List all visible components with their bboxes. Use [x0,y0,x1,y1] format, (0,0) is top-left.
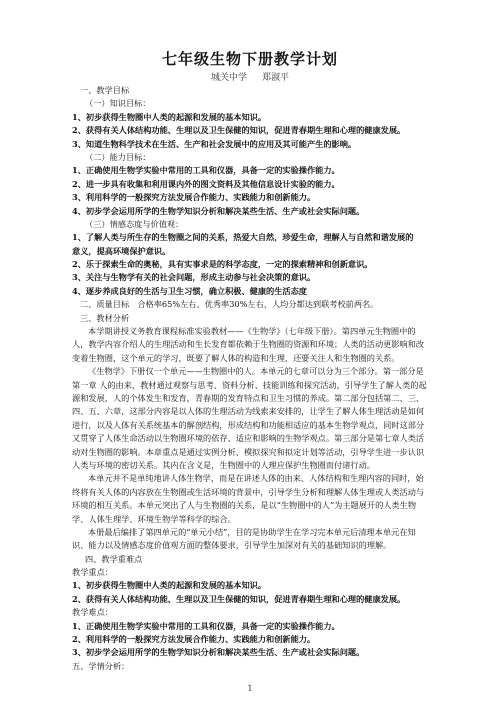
text-line: 2、利用科学的一般探究方法发展合作能力、实践能力和创新能力。 [72,634,316,645]
text-line: 又贯穿了人体生命活动以生物圈环境的依存、适应和影响的生物学观点。第三部分是第七章人类活 [72,433,425,444]
text-line: 1、初步获得生物圈中人类的起源和发展的基本知识。 [72,111,267,122]
section-heading: 五、学情分析： [72,660,130,671]
text-line: 2、获得有关人体结构功能、生理以及卫生保健的知识，促进青春期生理和心理的健康发展。 [72,125,406,136]
section-heading: 二、质量目标 合格率65%左右、优秀率30%左右、人均分都达到联考校前两名。 [80,299,379,310]
teacher-name: 郑淑平 [261,73,289,83]
school-name: 城关中学 [211,73,248,83]
subsection-heading: （二）能力目标： [85,151,151,162]
text-line: 1、正确使用生物学实验中常用的工具和仪器，具备一定的实验操作能力。 [72,165,340,176]
subsection-heading: （一）知识目标： [85,98,151,109]
text-line: 识、能力以及情感态度价值观方面的整体要求，引导学生加深对有关的基础知识的理解。 [72,540,392,551]
author-line [0,70,500,83]
text-line: 本单元并不是单纯地讲人体生物学，而是在讲述人体的由来、人体结构和生理内容的同时，始 [88,473,424,484]
text-line: 3、利用科学的一般探究方法发展合作能力、实践能力和创新能力。 [72,192,316,203]
page-number: 1 [247,684,253,693]
text-line: 学、人体生理学、环境生物学等科学的综合。 [72,513,236,524]
text-line: 终将有关人体的内容放在生物圈或生活环境的背景中，引导学生分析和理解人体生理或人类活动与 [72,486,425,497]
text-line: 教学难点： [72,607,113,618]
text-line: 4、逐步养成良好的生活与卫生习惯，确立积极、健康的生活态度 [72,285,307,296]
text-line: 3、知道生物科学技术在生活、生产和社会发展中的应用及其可能产生的影响。 [72,138,357,149]
text-line: 2、进一步具有收集和利用课内外的图文资料及其他信息设计实验的能力。 [72,178,340,189]
text-line: 本学期讲授义务教育课程标准实验教材——《生物学》（七年级下册）。第四单元生物圈中的 [88,326,416,337]
text-line: 人，教学内容介绍人的生理活动和生长发育都依赖于生物圈的资源和环境；人类的活动更影响和改 [72,339,425,350]
text-line: 环境的相互关系。本单元突出了人与生物圈的关系，是以“生物圈中的人”为主题展开的人类生物 [72,500,417,511]
section-heading: 三、教材分析 [80,312,130,323]
text-line: 意义，提高环境保护意识。 [72,245,171,256]
text-line: 3、关注与生物学有关的社会问题，形成主动参与社会决策的意识。 [72,272,316,283]
text-line: 四、五、六章，这部分内容是以人体的生理活动为线索来安排的，让学生了解人体生理活动是如何 [72,406,425,417]
text-line: 变着生物圈，这个单元的学习，既要了解人体的构造和生理，还要关注人和生物圈的关系。 [72,352,400,363]
text-line: 1、正确使用生物学实验中常用的工具和仪器，具备一定的实验操作能力。 [72,620,340,631]
text-line: 教学重点： [72,567,113,578]
section-heading: 一、教学目标 [80,85,130,95]
subsection-heading: （三）情感态度与价值观： [85,218,184,229]
text-line: 4、初步学会运用所学的生物学知识分析和解决某些生活、生产或社会实际问题。 [72,205,365,216]
text-line: 源和发展，人的个体发生和发育，青春期的发育特点和卫生习惯的养成。第二部分包括第二、三、 [72,392,425,403]
text-line: 《生物学》下册仅一个单元——生物圈中的人。本单元的七章可以分为三个部分。第一部分是 [88,366,424,377]
text-line: 动对生物圈的影响。本章重点是通过实例分析、模拟探究和拟定计划等活动，引导学生进一步认识 [72,446,425,457]
text-line: 人类与环境的密切关系。其内在含义是，生物圈中的人理应保护生物圈而付诸行动。 [72,459,375,470]
body-text [72,84,438,673]
text-line: 进行，以及人体有关系统基本的解剖结构，形成结构和功能相适应的基本生物学观点，同时这部分 [72,419,425,430]
text-line: 1、初步获得生物圈中人类的起源和发展的基本知识。 [72,580,267,591]
text-line: 1、了解人类与所生存的生物圈之间的关系，热爱大自然，珍爱生命，理解人与自然和谐发展的 [72,232,414,243]
text-line: 2、乐于探索生命的奥秘，具有实事求是的科学态度，一定的探索精神和创新意识。 [72,259,373,270]
page-title: 七年级生物下册教学计划 [161,50,338,68]
text-line: 第一章 人的由来，教材通过观察与思考、资料分析、技能训练和探究活动，引导学生了解人类的起 [72,379,427,390]
text-line: 2、获得有关人体结构功能、生理以及卫生保健的知识，促进青春期生理和心理的健康发展。 [72,593,406,604]
text-line: 3、初步学会运用所学的生物学知识分析和解决某些生活、生产或社会实际问题。 [72,647,365,658]
section-heading: 四、教学重难点 [85,553,143,564]
text-line: 本册最后编排了第四单元的“单元小结”，目的是协助学生在学习完本单元后清理本单元在知 [88,526,416,537]
